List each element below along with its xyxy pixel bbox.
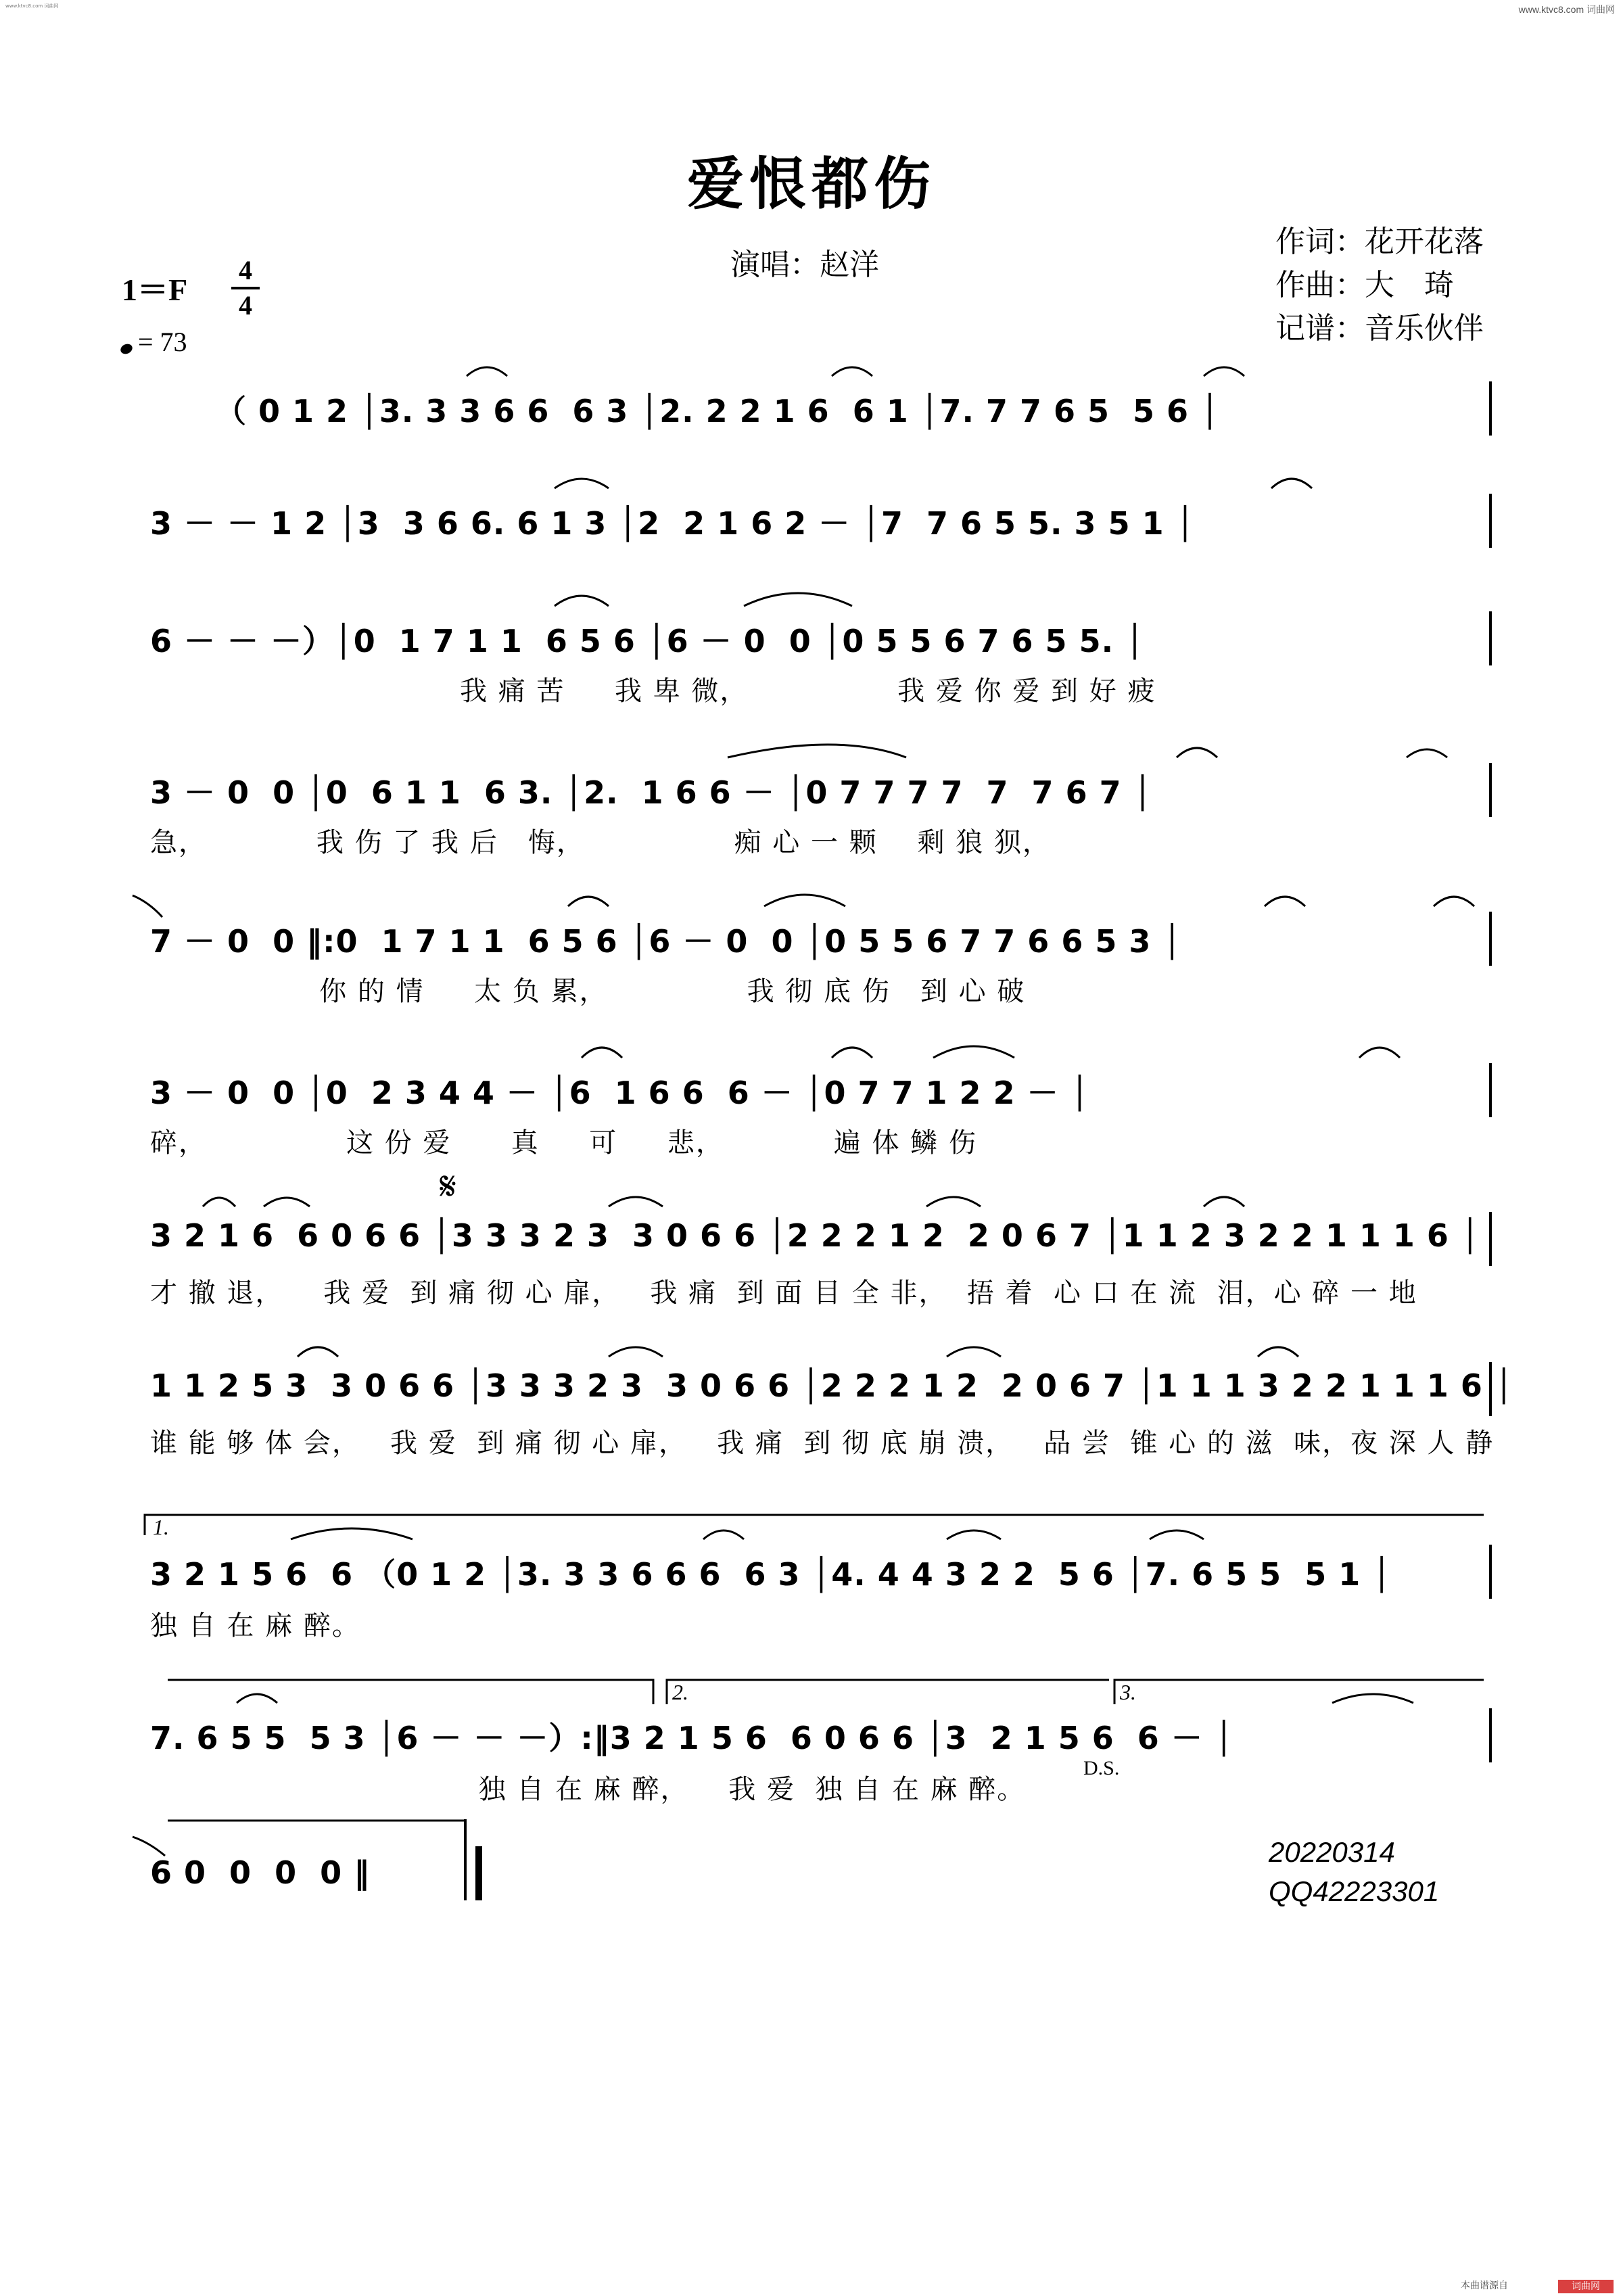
footer-date: 20220314 xyxy=(1269,1836,1395,1868)
slur xyxy=(728,745,906,757)
segno-icon: 𝄋 xyxy=(440,1163,456,1209)
volta-2-bracket xyxy=(667,1680,1109,1704)
slur xyxy=(947,1530,1001,1539)
volta-1: 1. xyxy=(153,1515,169,1539)
slur xyxy=(933,1046,1014,1058)
slur xyxy=(1434,897,1474,906)
slur xyxy=(1258,1347,1298,1357)
lyricist: 作词：花开花落 xyxy=(1275,225,1484,259)
score-row-10-lyrics: 独 自 在 麻 醉， 我 爱 独 自 在 麻 醉。 xyxy=(150,1774,1026,1805)
time-signature-bottom: 4 xyxy=(239,290,252,321)
volta-brackets xyxy=(145,1515,1484,1821)
volta-3: 3. xyxy=(1120,1680,1136,1704)
score-row-3-lyrics: 我 痛 苦 我 卑 微， 我 爱 你 爱 到 好 疲 xyxy=(460,676,1156,707)
score-row-7-lyrics: 才 撤 退， 我 爱 到 痛 彻 心 扉， 我 痛 到 面 目 全 非， 捂 着 心 口 在 流 泪，心 碎 一 地 xyxy=(150,1278,1417,1309)
slur xyxy=(1204,1197,1244,1206)
slur xyxy=(947,1347,1001,1357)
score-row-7-notes: 3 2 1 6 6 0 6 6 │3 3 3 2 3 3 0 6 6 │2 2 2 1 2 2 0 6 7 │1 1 2 3 2 2 1 1 1 6 │ xyxy=(150,1217,1480,1254)
score-row-5-notes: 7 － 0 0 ‖:0 1 7 1 1 6 5 6 │6 － 0 0 │0 5 5 6 7 7 6 6 5 3 │ xyxy=(150,923,1183,960)
score-row-9-notes: 3 2 1 5 6 6 （0 1 2 │3. 3 3 6 6 6 6 3 │4. 4 4 3 2 2 5 6 │7. 6 5 5 5 1 │ xyxy=(150,1556,1392,1593)
barlines xyxy=(465,381,1490,1900)
performer: 演唱：赵洋 xyxy=(730,248,879,282)
slur xyxy=(1271,479,1312,488)
score-row-3-notes: 6 － － －）│0 1 7 1 1 6 5 6 │6 － 0 0 │0 5 5 6 7 6 5 5. │ xyxy=(150,623,1145,659)
slurs xyxy=(133,367,1474,1856)
slur xyxy=(609,1197,663,1206)
slur xyxy=(467,367,507,376)
slur xyxy=(1265,897,1305,906)
slur xyxy=(703,1530,744,1539)
tempo-value: = 73 xyxy=(138,327,187,357)
bottom-source-note: 本曲谱源自 xyxy=(1461,2280,1508,2291)
slur xyxy=(832,1048,872,1058)
time-signature-top: 4 xyxy=(239,255,252,285)
slur xyxy=(133,895,162,917)
slur xyxy=(764,895,845,906)
score-row-4-lyrics: 急， 我 伤 了 我 后 悔， 痴 心 一 颗 剩 狼 狈， xyxy=(150,827,1052,858)
volta-2: 2. xyxy=(672,1680,688,1704)
slur xyxy=(264,1198,310,1206)
score-row-8-lyrics: 谁 能 够 体 会， 我 爱 到 痛 彻 心 扉， 我 痛 到 彻 底 崩 溃， 品 尝 锥 心 的 滋 味，夜 深 人 静 xyxy=(150,1428,1495,1459)
slur xyxy=(1407,749,1447,757)
footer-qq: QQ42223301 xyxy=(1269,1875,1440,1907)
bottom-logo: 词曲网 xyxy=(1558,2280,1614,2293)
volta-3-bracket xyxy=(1114,1680,1484,1704)
slur xyxy=(1204,367,1244,376)
volta-1-bracket xyxy=(145,1515,1484,1535)
slur xyxy=(291,1528,413,1539)
slur xyxy=(1359,1048,1400,1058)
score-row-2-notes: 3 － － 1 2 │3 3 6 6. 6 1 3 │2 2 1 6 2 － │7 7 6 5 5. 3 5 1 │ xyxy=(150,505,1196,542)
score-row-8-notes: 1 1 2 5 3 3 0 6 6 │3 3 3 2 3 3 0 6 6 │2 2 2 1 2 2 0 6 7 │1 1 1 3 2 2 1 1 1 6 │ xyxy=(150,1367,1514,1404)
slur xyxy=(133,1837,165,1856)
slur xyxy=(609,1347,663,1357)
slur xyxy=(1150,1530,1204,1539)
header-site: www.ktvc8.com 词曲网 xyxy=(1518,4,1615,15)
slur xyxy=(555,596,609,606)
score-row-4-notes: 3 － 0 0 │0 6 1 1 6 3. │2. 1 6 6 － │0 7 7 7 7 7 7 6 7 │ xyxy=(150,774,1153,811)
score-row-9-lyrics: 独 自 在 麻 醉。 xyxy=(150,1610,360,1641)
slur xyxy=(237,1694,277,1703)
slur xyxy=(1177,748,1217,757)
score-row-11-notes: 6 0 0 0 0 ‖ xyxy=(150,1854,371,1891)
slur xyxy=(568,897,609,906)
page-title: 爱恨都伤 xyxy=(686,151,936,217)
slur xyxy=(298,1347,338,1357)
transcriber: 记谱：音乐伙伴 xyxy=(1275,311,1484,346)
score-row-5-lyrics: 你 的 情 太 负 累， 我 彻 底 伤 到 心 破 xyxy=(150,976,1026,1007)
ds-marking: D.S. xyxy=(1083,1757,1120,1779)
score-row-6-lyrics: 碎， 这 份 爱 真 可 悲， 遍 体 鳞 伤 xyxy=(150,1127,977,1158)
slur xyxy=(582,1048,622,1058)
score-row-10-notes: 7. 6 5 5 5 3 │6 － － －）:‖3 2 1 5 6 6 0 6 6 │3 2 1 5 6 6 － │ xyxy=(150,1720,1234,1756)
score-row-1-notes: （ 0 1 2 │3. 3 3 6 6 6 3 │2. 2 2 1 6 6 1 │7. 7 7 6 5 5 6 │ xyxy=(215,393,1220,429)
slur xyxy=(555,479,609,488)
composer: 作曲：大 琦 xyxy=(1275,268,1454,302)
slur xyxy=(1332,1694,1413,1703)
slur xyxy=(832,367,872,376)
slur xyxy=(744,593,852,606)
header-small-left: www.ktvc8.com 词曲网 xyxy=(5,3,59,9)
slur xyxy=(203,1198,235,1206)
slur xyxy=(926,1197,981,1206)
score-row-6-notes: 3 － 0 0 │0 2 3 4 4 － │6 1 6 6 6 － │0 7 7 1 2 2 － │ xyxy=(150,1075,1090,1111)
key-signature: 1＝F xyxy=(122,273,188,307)
